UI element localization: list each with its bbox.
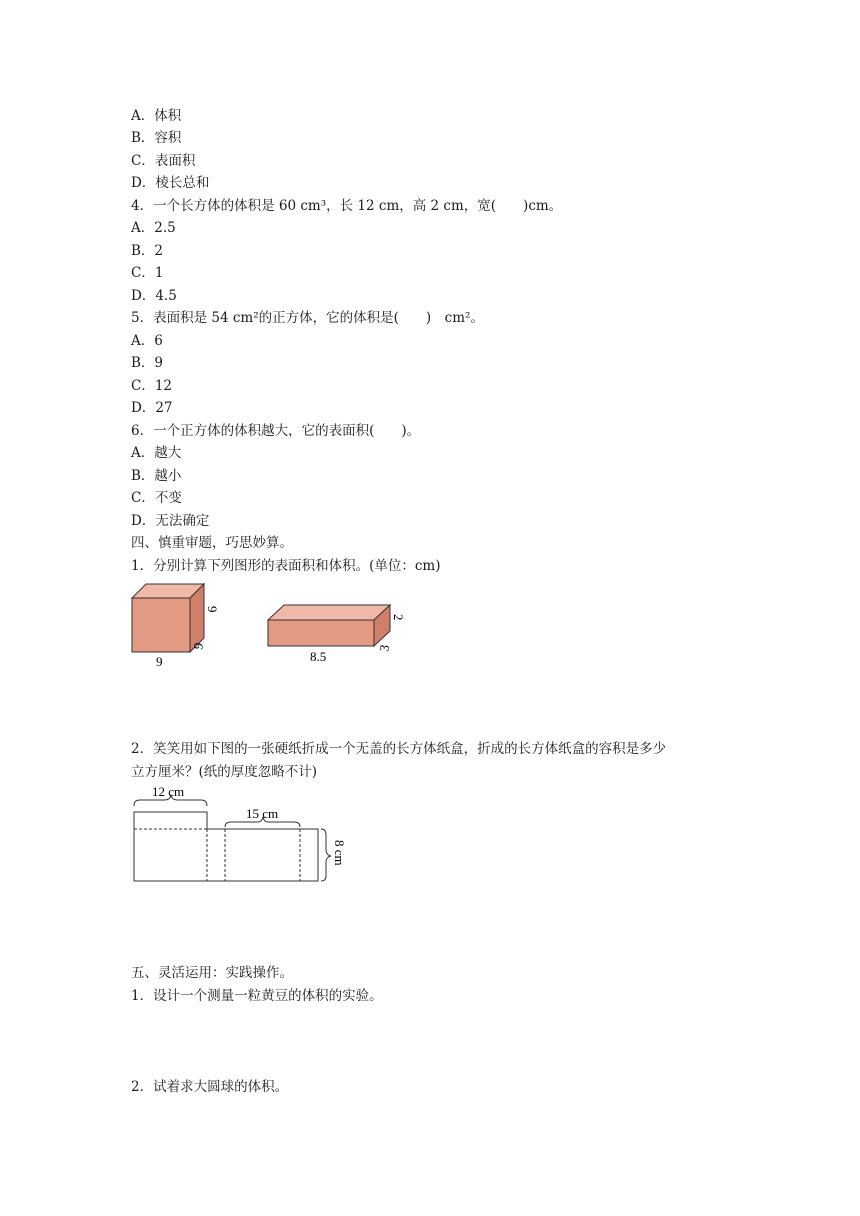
net-top-label: 12 cm bbox=[152, 784, 185, 799]
section-4-question-2-line-1: 2．笑笑用如下图的一张硬纸折成一个无盖的长方体纸盒，折成的长方体纸盒的容积是多少 bbox=[131, 741, 667, 757]
section-4-question-1: 1．分别计算下列图形的表面积和体积。(单位：cm) bbox=[131, 558, 441, 574]
option-b: B．9 bbox=[131, 355, 164, 371]
option-b: B．越小 bbox=[131, 468, 182, 484]
option-b: B．容积 bbox=[131, 130, 182, 146]
option-a: A．体积 bbox=[131, 108, 182, 124]
option-a: A．2.5 bbox=[131, 220, 176, 236]
question-5: 5．表面积是 54 cm²的正方体，它的体积是( ) cm²。 bbox=[131, 310, 484, 326]
option-c: C．1 bbox=[131, 265, 164, 281]
option-d: D．4.5 bbox=[131, 288, 177, 304]
question-6: 6．一个正方体的体积越大，它的表面积( )。 bbox=[131, 423, 421, 439]
net-middle-label: 15 cm bbox=[246, 806, 279, 821]
net-side-label: 8 cm bbox=[332, 840, 347, 866]
option-b: B．2 bbox=[131, 243, 164, 259]
cube-figure bbox=[132, 584, 220, 668]
option-a: A．6 bbox=[131, 333, 163, 349]
figure-cube-cuboid bbox=[128, 582, 418, 668]
section-5-question-2: 2．试着求大圆球的体积。 bbox=[131, 1079, 289, 1095]
cuboid-length-label: 8.5 bbox=[310, 649, 327, 664]
cube-side-label: 9 bbox=[190, 641, 207, 651]
question-4: 4．一个长方体的体积是 60 cm³，长 12 cm，高 2 cm，宽( )cm。 bbox=[131, 198, 563, 214]
option-a: A．越大 bbox=[131, 445, 182, 461]
cuboid-figure bbox=[268, 605, 406, 664]
cube-height-label: 9 bbox=[205, 606, 220, 613]
section-4-question-2-line-2: 立方厘米？(纸的厚度忽略不计) bbox=[131, 764, 318, 780]
section-5-title: 五、灵活运用：实践操作。 bbox=[131, 965, 293, 981]
figure-box-net bbox=[128, 784, 350, 888]
section-5-question-1: 1．设计一个测量一粒黄豆的体积的实验。 bbox=[131, 988, 383, 1004]
option-c: C．不变 bbox=[131, 490, 182, 506]
option-c: C．12 bbox=[131, 378, 173, 394]
cuboid-height-label: 2 bbox=[391, 614, 406, 621]
cube-front-label: 9 bbox=[156, 654, 163, 668]
option-c: C．表面积 bbox=[131, 153, 196, 169]
option-d: D．棱长总和 bbox=[131, 175, 210, 191]
cuboid-width-label: 3 bbox=[376, 643, 393, 653]
option-d: D．27 bbox=[131, 400, 173, 416]
section-4-title: 四、慎重审题，巧思妙算。 bbox=[131, 535, 293, 551]
option-d: D．无法确定 bbox=[131, 513, 210, 529]
